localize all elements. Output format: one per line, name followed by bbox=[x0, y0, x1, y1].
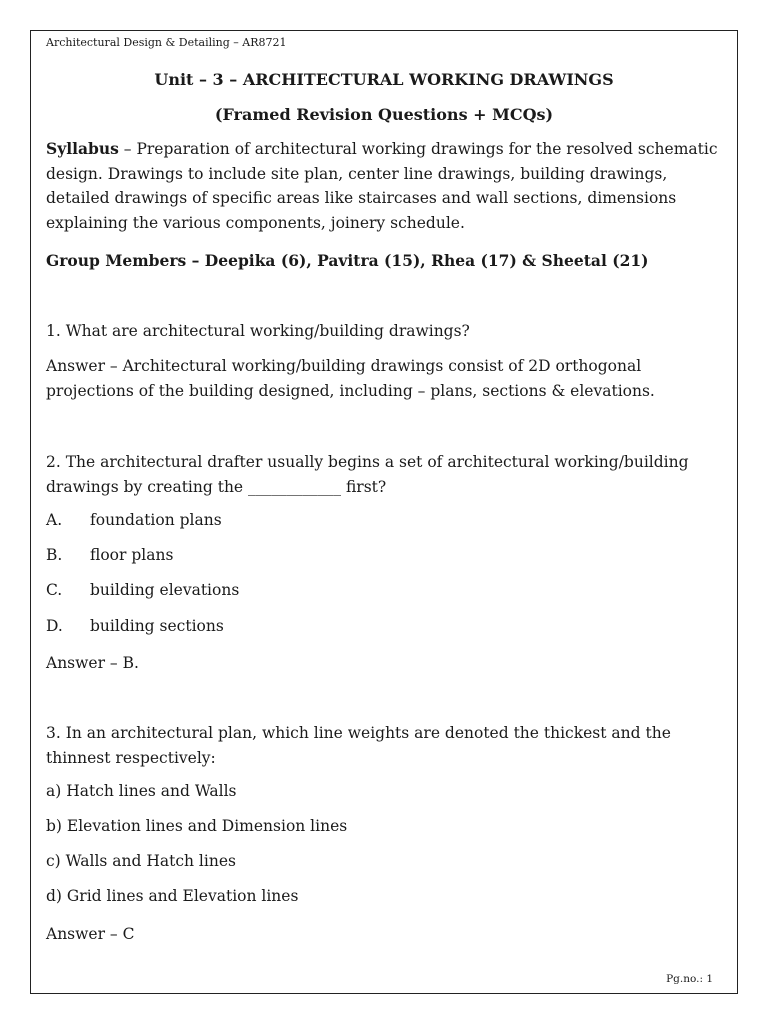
document-page bbox=[30, 30, 738, 994]
syllabus-label: Syllabus bbox=[46, 139, 119, 158]
q3-answer: Answer – C bbox=[46, 925, 135, 943]
group-members: Group Members – Deepika (6), Pavitra (15), Rhea (17) & Sheetal (21) bbox=[46, 251, 649, 270]
option-text: floor plans bbox=[90, 546, 174, 564]
syllabus-paragraph bbox=[46, 137, 726, 235]
syllabus-text: – Preparation of architectural working drawings for the resolved schematic design. Drawings to include site plan, center line drawings, building drawings, detailed drawings of specific areas like staircases and wall sections, dimensions explaining the various components, joinery schedule. bbox=[46, 140, 718, 232]
q1-question: 1. What are architectural working/building drawings? bbox=[46, 322, 470, 340]
course-header: Architectural Design & Detailing – AR8721 bbox=[46, 36, 287, 49]
q2-answer: Answer – B. bbox=[46, 654, 139, 672]
option-text: building sections bbox=[90, 617, 224, 635]
q2-option-a bbox=[46, 511, 222, 529]
page-number: Pg.no.: 1 bbox=[666, 973, 713, 985]
q2-option-c bbox=[46, 581, 239, 599]
unit-subtitle: (Framed Revision Questions + MCQs) bbox=[214, 105, 554, 124]
option-letter: B. bbox=[46, 546, 63, 564]
q1-answer: Answer – Architectural working/building drawings consist of 2D orthogonal projections of the building designed, including – plans, sections & elevations. bbox=[46, 357, 655, 400]
q3-option-d: d) Grid lines and Elevation lines bbox=[46, 887, 299, 905]
option-letter: D. bbox=[46, 617, 63, 635]
q3-option-c: c) Walls and Hatch lines bbox=[46, 852, 236, 870]
option-letter: A. bbox=[46, 511, 63, 529]
q2-question: 2. The architectural drafter usually begins a set of architectural working/building drawings by creating the ____________ first? bbox=[46, 453, 689, 496]
q3-option-b: b) Elevation lines and Dimension lines bbox=[46, 817, 348, 835]
unit-title: Unit – 3 – ARCHITECTURAL WORKING DRAWINGS bbox=[154, 70, 614, 89]
q3-question: 3. In an architectural plan, which line weights are denoted the thickest and the thinnest respectively: bbox=[46, 724, 671, 767]
option-letter: C. bbox=[46, 581, 63, 599]
q2-option-d bbox=[46, 617, 224, 635]
option-text: foundation plans bbox=[90, 511, 222, 529]
q3-option-a: a) Hatch lines and Walls bbox=[46, 782, 237, 800]
q2-option-b bbox=[46, 546, 173, 564]
option-text: building elevations bbox=[90, 581, 240, 599]
